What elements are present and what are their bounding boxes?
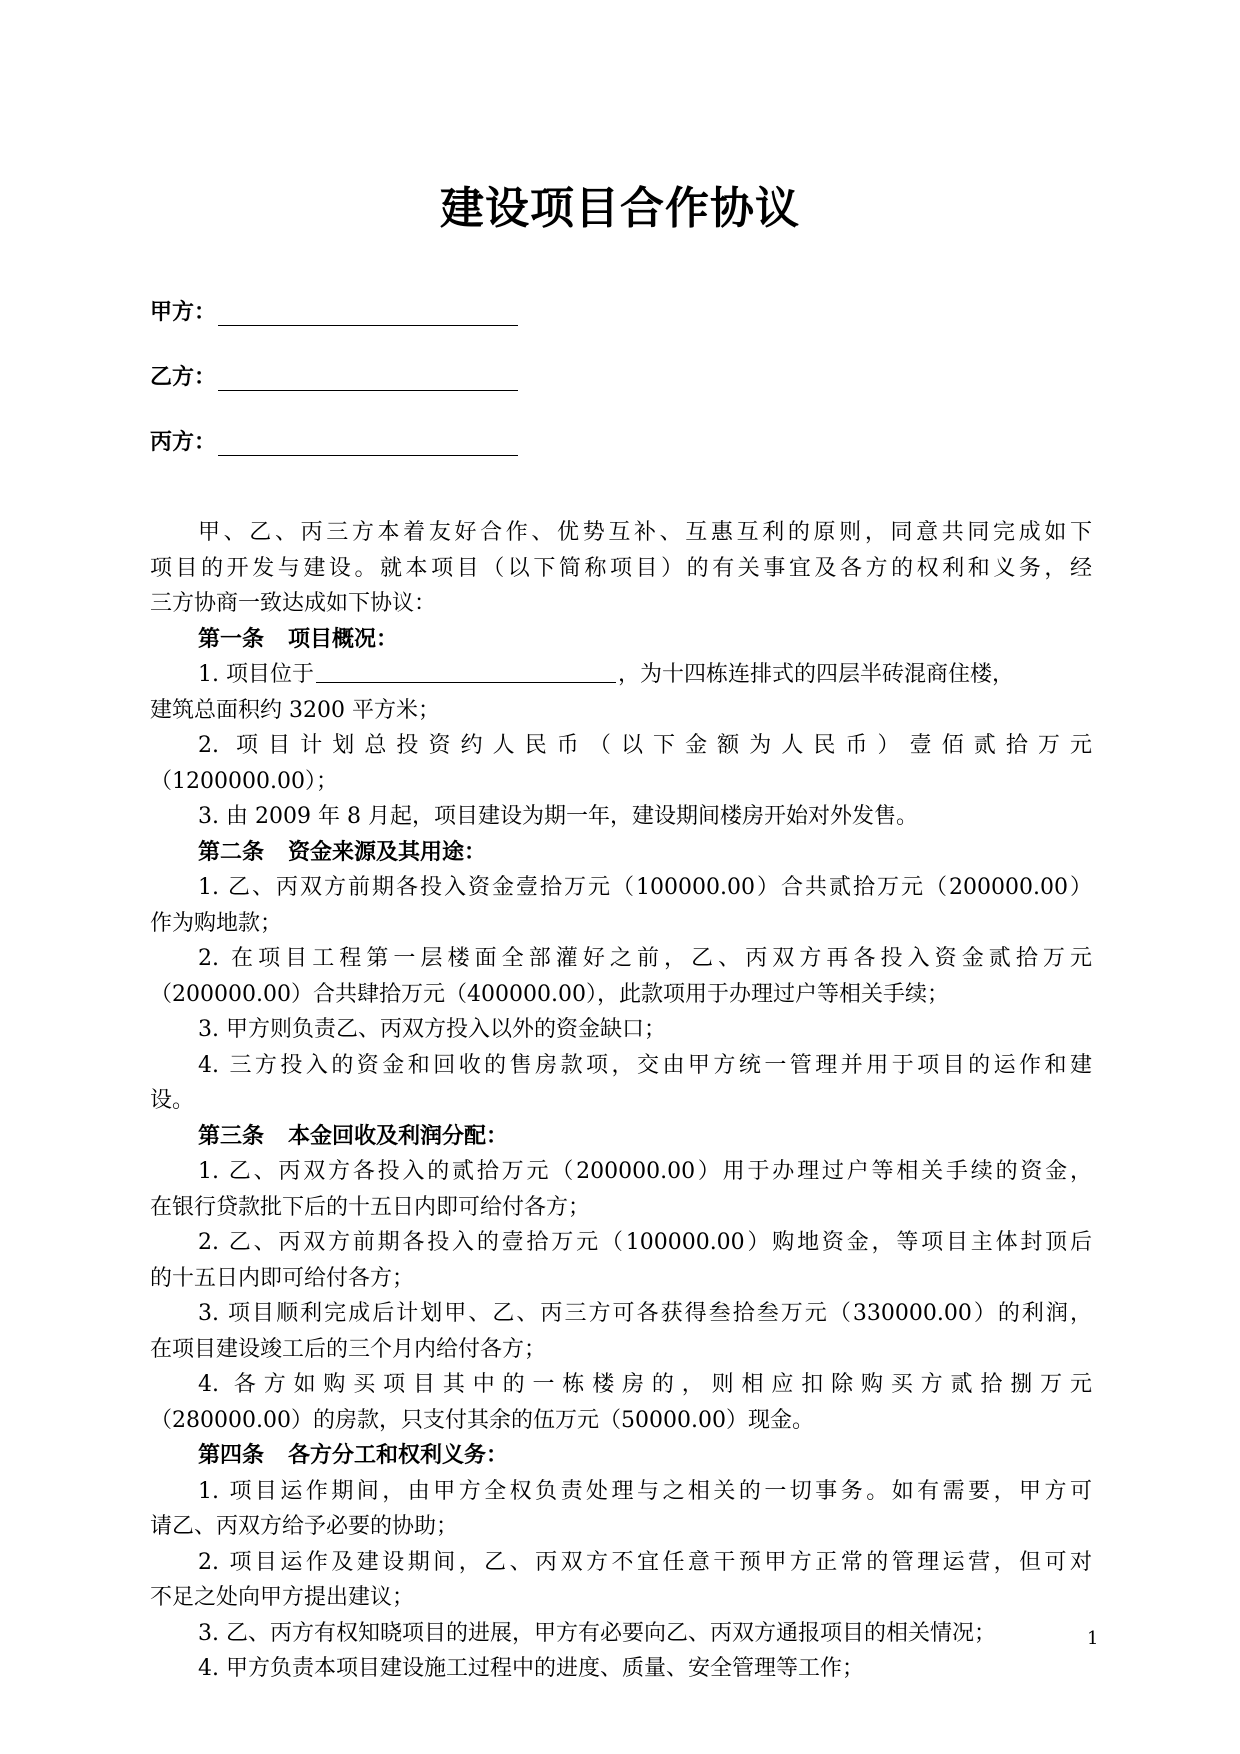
- article-2-number: 第二条: [198, 838, 265, 865]
- article-1-title: 项目概况：: [288, 625, 399, 652]
- clause-line: 4. 甲方负责本项目建设施工过程中的进度、质量、安全管理等工作；: [198, 1656, 864, 1681]
- page-number: 1: [1087, 1628, 1099, 1649]
- party-c-label: 丙方：: [150, 429, 217, 455]
- article-3-heading: [150, 1119, 1092, 1155]
- preamble-line: 项目的开发与建设。就本项目（以下简称项目）的有关事宜及各方的权利和义务，经: [150, 555, 1092, 581]
- clause-line: 1. 项目运作期间，由甲方全权负责处理与之相关的一切事务。如有需要，甲方可: [198, 1478, 1092, 1504]
- clause-line: 3. 由 2009 年 8 月起，项目建设为期一年，建设期间楼房开始对外发售。: [198, 804, 918, 829]
- agreement-body: [150, 515, 1092, 1687]
- clause-line: （1200000.00）；: [150, 768, 338, 794]
- clause-line: 的十五日内即可给付各方；: [150, 1265, 415, 1291]
- party-b-line: [150, 357, 518, 391]
- document-title: 建设项目合作协议: [440, 183, 800, 234]
- article-3-title: 本金回收及利润分配：: [288, 1122, 509, 1149]
- clause-line: 2. 在项目工程第一层楼面全部灌好之前，乙、丙双方再各投入资金贰拾万元: [198, 946, 1092, 971]
- clause-line: 4. 三方投入的资金和回收的售房款项，交由甲方统一管理并用于项目的运作和建: [198, 1052, 1092, 1078]
- article-1-number: 第一条: [198, 625, 265, 652]
- clause-line: 作为购地款；: [150, 910, 283, 936]
- clause-line: 2. 项目运作及建设期间，乙、丙双方不宜任意干预甲方正常的管理运营，但可对: [198, 1549, 1092, 1575]
- party-b-blank: [218, 364, 518, 391]
- clause-line: 3. 项目顺利完成后计划甲、乙、丙三方可各获得叁拾叁万元（330000.00）的利润，: [198, 1301, 1092, 1326]
- article-3-number: 第三条: [198, 1122, 265, 1149]
- clause-line: 建筑总面积约 3200 平方米；: [150, 697, 440, 723]
- article-4-title: 各方分工和权利义务：: [288, 1442, 509, 1468]
- party-c-line: [150, 422, 518, 456]
- clause-line: （200000.00）合共肆拾万元（400000.00），此款项用于办理过户等相关手续；: [150, 981, 949, 1007]
- party-a-line: [150, 292, 518, 326]
- party-a-blank: [218, 299, 518, 326]
- party-c-blank: [218, 429, 518, 456]
- clause-line: [150, 657, 1092, 693]
- party-a-label: 甲方：: [150, 299, 217, 325]
- preamble-line: 三方协商一致达成如下协议：: [150, 591, 437, 616]
- article-2-heading: [150, 835, 1092, 871]
- clause-line: 3. 乙、丙方有权知晓项目的进展，甲方有必要向乙、丙双方通报项目的相关情况；: [198, 1620, 996, 1646]
- clause-line: 2. 项目计划总投资约人民币（以下金额为人民币）壹佰贰拾万元: [198, 733, 1092, 758]
- clause-text: 1. 项目位于: [198, 662, 314, 687]
- article-4-number: 第四条: [198, 1442, 265, 1468]
- party-b-label: 乙方：: [150, 364, 217, 390]
- clause-line: 不足之处向甲方提出建议；: [150, 1585, 415, 1610]
- clause-line: 在银行贷款批下后的十五日内即可给付各方；: [150, 1194, 591, 1220]
- clause-line: 4. 各方如购买项目其中的一栋楼房的，则相应扣除购买方贰拾捌万元: [198, 1372, 1092, 1397]
- clause-line: 1. 乙、丙双方各投入的贰拾万元（200000.00）用于办理过户等相关手续的资金，: [198, 1159, 1092, 1184]
- clause-line: 2. 乙、丙双方前期各投入的壹拾万元（100000.00）购地资金，等项目主体封顶后: [198, 1230, 1092, 1255]
- article-1-heading: [150, 622, 1092, 658]
- clause-line: 设。: [150, 1088, 195, 1113]
- article-4-heading: [150, 1438, 1092, 1474]
- preamble-line: 甲、乙、丙三方本着友好合作、优势互补、互惠互利的原则，同意共同完成如下: [198, 520, 1092, 545]
- clause-line: 请乙、丙双方给予必要的协助；: [150, 1514, 459, 1539]
- clause-line: （280000.00）的房款，只支付其余的伍万元（50000.00）现金。: [150, 1407, 814, 1433]
- article-2-title: 资金来源及其用途：: [288, 838, 487, 865]
- clause-line: 3. 甲方则负责乙、丙双方投入以外的资金缺口；: [198, 1017, 666, 1042]
- location-blank: [316, 658, 616, 683]
- clause-line: 在项目建设竣工后的三个月内给付各方；: [150, 1336, 547, 1362]
- clause-line: 1. 乙、丙双方前期各投入资金壹拾万元（100000.00）合共贰拾万元（200000.00）: [198, 875, 1092, 900]
- clause-text: ，为十四栋连排式的四层半砖混商住楼，: [617, 662, 1014, 687]
